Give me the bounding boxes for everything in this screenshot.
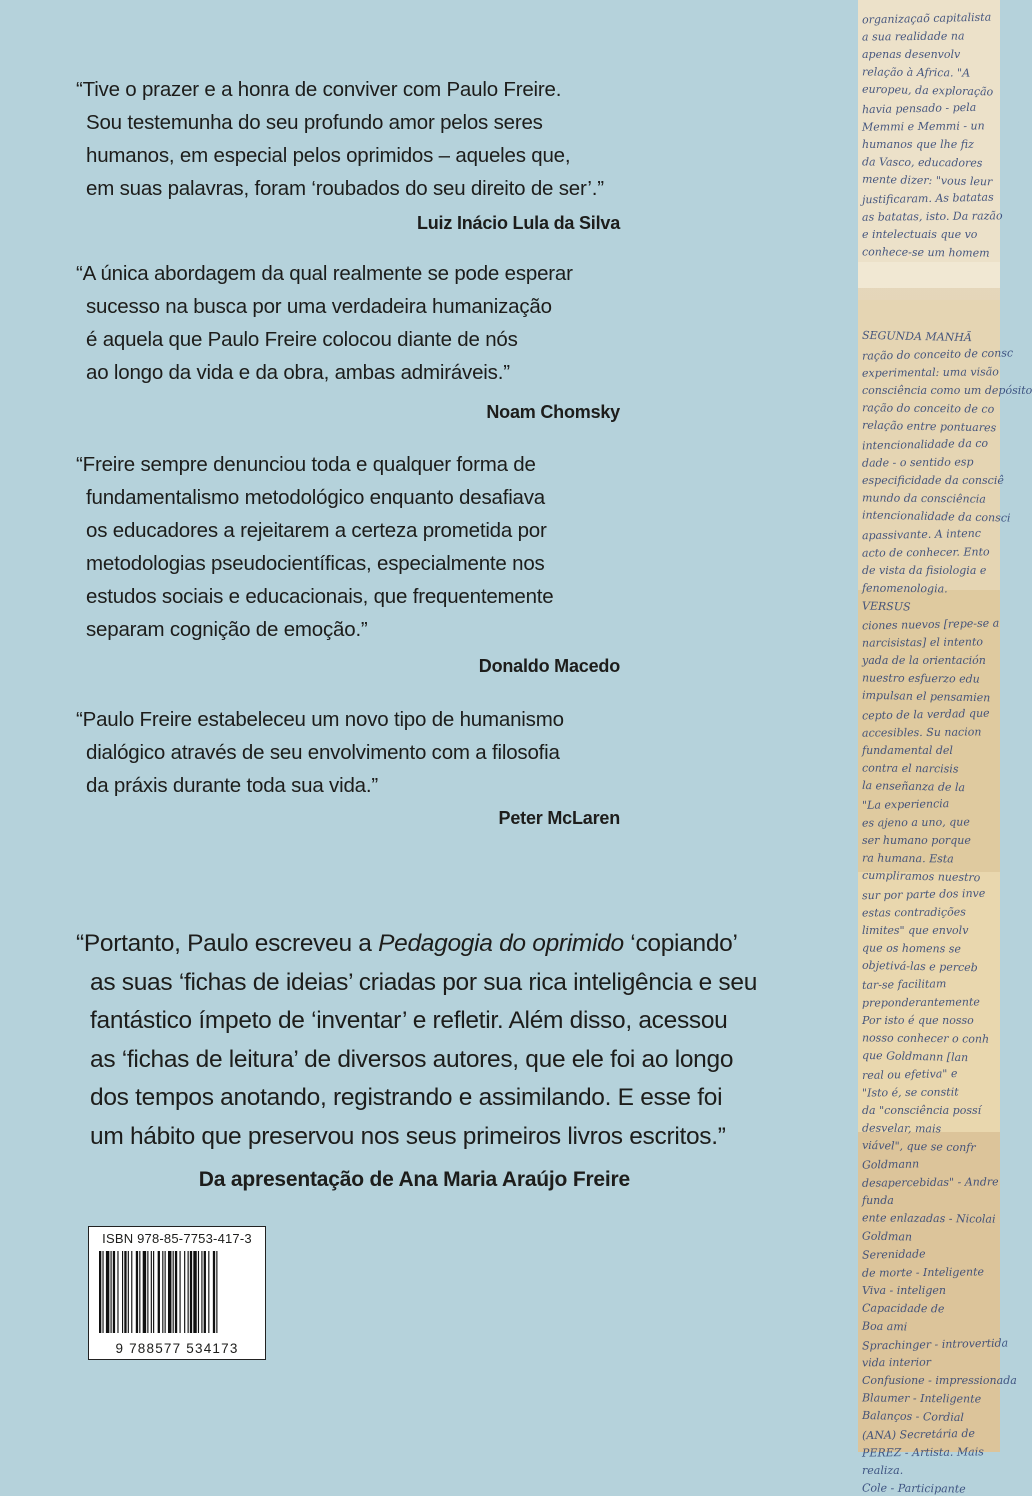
handwritten-line: acto de conhecer. Ento <box>861 545 990 560</box>
main-quote-line: um hábito que preservou nos seus primeiros livros escritos.” <box>90 1122 726 1150</box>
handwritten-line: yada de la orientación <box>862 654 986 667</box>
handwritten-line: ser humano porque <box>862 834 971 847</box>
quote-line: é aquela que Paulo Freire colocou diante de nós <box>86 328 518 351</box>
quote-line: os educadores a rejeitarem a certeza prometida por <box>86 519 547 542</box>
handwritten-line: impulsan el pensamien <box>861 688 991 705</box>
handwritten-line: contra el narcisis <box>861 761 959 776</box>
handwritten-line: narcisistas] el intento <box>861 635 984 650</box>
quote-line: estudos sociais e educacionais, que frequentemente <box>86 585 554 608</box>
manuscript-image-strip <box>858 0 1032 1496</box>
handwritten-line: (ANA) Secretária de <box>861 1426 976 1443</box>
handwritten-line: cumpliramos nuestro <box>861 868 981 885</box>
quote-line: humanos, em especial pelos oprimidos – aqueles que, <box>86 144 571 167</box>
handwritten-line: de vista da fisiologia e <box>862 564 987 577</box>
handwritten-line: objetivá-las e perceb <box>861 958 978 975</box>
handwritten-line: intencionalidade da consci <box>861 508 1011 525</box>
handwritten-line: Memmi e Memmi - un <box>861 119 985 134</box>
handwritten-line: Sprachinger - introvertida <box>861 1336 1009 1353</box>
handwritten-line: viável", que se confr <box>861 1138 976 1155</box>
handwritten-line: Balanços - Cordial <box>861 1408 964 1425</box>
handwritten-line: estas contradições <box>861 905 966 920</box>
quote-author: Luiz Inácio Lula da Silva <box>416 213 620 233</box>
handwritten-line: relação entre pontuares <box>861 418 997 435</box>
quote-line: “Paulo Freire estabeleceu um novo tipo de humanismo <box>76 708 564 731</box>
handwritten-line: especificidade da consciê <box>862 474 1004 487</box>
barcode-bar <box>122 1251 123 1333</box>
handwritten-line: fenomenologia. <box>861 581 948 596</box>
handwritten-line: funda <box>862 1194 894 1207</box>
barcode-digits: 9 788577 534173 <box>115 1341 239 1356</box>
barcode-bar <box>143 1251 146 1333</box>
quote-line: sucesso na busca por uma verdadeira humanização <box>86 295 552 318</box>
main-quote-line: as suas ‘fichas de ideias’ criadas por sua rica inteligência e seu <box>90 968 758 996</box>
handwritten-line: PEREZ - Artista. Mais <box>861 1445 984 1460</box>
barcode-bar <box>175 1251 177 1333</box>
barcode-bar <box>180 1251 181 1333</box>
barcode-bar <box>117 1251 118 1333</box>
main-quote-line: as ‘fichas de leitura’ de diversos autores, que ele foi ao longo <box>90 1045 734 1073</box>
quote-chomsky <box>76 257 636 389</box>
handwritten-line: Cole - Participante <box>861 1481 966 1496</box>
barcode-bar <box>162 1251 163 1333</box>
handwritten-line: Capacidade de <box>861 1301 945 1316</box>
handwritten-line: mundo da consciência <box>861 491 986 506</box>
barcode-bar <box>201 1251 202 1333</box>
handwritten-line: ração do conceito de consc <box>861 346 1014 363</box>
handwritten-line: que os homens se <box>861 941 962 956</box>
barcode-bar <box>99 1251 101 1333</box>
barcode-bar <box>111 1251 112 1333</box>
handwritten-line: "Isto é, se constit <box>861 1085 959 1100</box>
handwritten-line: Serenidade <box>861 1247 926 1262</box>
handwritten-line: Blaumer - Inteligente <box>861 1391 982 1406</box>
handwritten-line: da Vasco, educadores <box>861 155 983 170</box>
quote-line: Sou testemunha do seu profundo amor pelos seres <box>86 111 543 134</box>
quote-line: ao longo da vida e da obra, ambas admiráveis.” <box>86 361 510 384</box>
barcode-bar <box>188 1251 189 1333</box>
handwritten-line: la enseñanza de la <box>861 778 966 795</box>
handwritten-line: experimental: uma visão <box>861 365 999 380</box>
handwritten-line: sur por parte dos inve <box>861 886 986 903</box>
handwritten-line: Goldmann <box>861 1157 920 1172</box>
handwritten-line: as batatas, isto. Da razão <box>861 209 1003 224</box>
quote-line: em suas palavras, foram ‘roubados do seu direito de ser’.” <box>86 177 604 200</box>
barcode-bar <box>158 1251 160 1333</box>
barcode-bar <box>204 1251 206 1333</box>
handwritten-line: nuestro esfuerzo edu <box>861 671 980 686</box>
handwritten-line: da "consciência possí <box>862 1104 982 1117</box>
quote-line: metodologias pseudocientíficas, especialmente nos <box>86 552 545 575</box>
barcode-bar <box>165 1251 166 1333</box>
handwritten-line: havia pensado - pela <box>861 100 977 117</box>
barcode-bar <box>136 1251 138 1333</box>
handwritten-line: VERSUS <box>861 599 911 614</box>
handwritten-line: desvelar, mais <box>861 1121 942 1136</box>
barcode-bar <box>213 1251 215 1333</box>
handwritten-line: Por isto é que nosso <box>862 1014 974 1027</box>
handwritten-line: limites" que envolv <box>862 924 969 937</box>
barcode-bar <box>198 1251 199 1333</box>
handwritten-line: SEGUNDA MANHÃ <box>861 328 973 345</box>
barcode-bar <box>173 1251 174 1333</box>
quote-lula <box>76 73 636 205</box>
manuscript-sheet <box>858 262 1000 288</box>
barcode-bar <box>184 1251 185 1333</box>
handwritten-line: fundamental del <box>862 744 953 757</box>
quote-author: Noam Chomsky <box>486 402 620 422</box>
handwritten-line: vida interior <box>861 1355 932 1370</box>
quote-line: separam cognição de emoção.” <box>86 618 368 641</box>
quote-line: dialógico através de seu envolvimento com a filosofia <box>86 741 560 764</box>
book-title: Pedagogia do oprimido <box>378 930 624 957</box>
handwritten-line: mente dizer: "vous leur <box>861 172 993 189</box>
handwritten-line: tar-se facilitam <box>861 977 947 992</box>
barcode-bar <box>147 1251 148 1333</box>
handwritten-line: intencionalidade da co <box>861 436 989 453</box>
handwritten-line: Confusione - impressionada <box>862 1374 1017 1387</box>
quote-macedo <box>76 448 636 646</box>
handwritten-line: Viva - inteligen <box>862 1284 946 1297</box>
barcode-bar <box>193 1251 196 1333</box>
main-quote-line: fantástico ímpeto de ‘inventar’ e refletir. Além disso, acessou <box>90 1007 728 1034</box>
handwritten-line: nosso conhecer o conh <box>861 1031 990 1046</box>
handwritten-line: ente enlazadas - Nicolai <box>861 1211 996 1226</box>
handwritten-line: ra humana. Esta <box>861 851 954 866</box>
quote-line: “Freire sempre denunciou toda e qualquer forma de <box>76 453 536 476</box>
barcode-bar <box>208 1251 209 1333</box>
handwritten-line: consciência como um depósito <box>862 384 1032 397</box>
handwritten-line: ração do conceito de co <box>861 401 995 416</box>
quote-mclaren <box>76 703 636 802</box>
handwritten-line: Boa ami <box>861 1319 908 1334</box>
handwritten-line: relação à Africa. "A <box>861 65 971 80</box>
main-quote-line: dos tempos anotando, registrando e assimilando. E esse foi <box>90 1084 723 1111</box>
handwritten-line: es ajeno a uno, que <box>861 815 970 830</box>
isbn-barcode <box>88 1226 266 1360</box>
barcode-bar <box>168 1251 171 1333</box>
handwritten-line: ciones nuevos [repe-se a <box>861 616 1000 633</box>
handwritten-line: apassivante. A intenc <box>861 526 982 543</box>
barcode-bar <box>153 1251 154 1333</box>
isbn-label: ISBN 978-85-7753-417-3 <box>102 1231 252 1246</box>
barcode-bar <box>139 1251 140 1333</box>
barcode-bars <box>99 1251 255 1333</box>
handwritten-line: desapercebidas" - Andre <box>861 1175 999 1190</box>
handwritten-line: justificaram. As batatas <box>861 190 994 207</box>
handwritten-line: Goldman <box>861 1229 913 1244</box>
quote-author: Peter McLaren <box>498 808 620 828</box>
handwritten-line: "La experiencia <box>861 797 950 812</box>
handwritten-line: dade - o sentido esp <box>861 455 974 470</box>
barcode-bar <box>124 1251 126 1333</box>
barcode-bar <box>151 1251 152 1333</box>
barcode-bar <box>190 1251 192 1333</box>
handwritten-line: europeu, da exploração <box>861 82 994 99</box>
main-quote <box>76 925 796 1156</box>
handwritten-line: accesibles. Su nacion <box>861 725 982 740</box>
barcode-bar <box>106 1251 109 1333</box>
quote-author: Donaldo Macedo <box>478 656 620 676</box>
handwritten-line: e intelectuais que vo <box>862 228 978 241</box>
barcode-bar <box>102 1251 103 1333</box>
main-quote-attribution: Da apresentação de Ana Maria Araújo Freire <box>198 1168 630 1191</box>
quote-line: “Tive o prazer e a honra de conviver com Paulo Freire. <box>76 78 562 101</box>
handwritten-line: humanos que lhe fiz <box>862 138 974 151</box>
handwritten-line: organizaçaõ capitalista <box>861 10 992 27</box>
handwritten-line: apenas desenvolv <box>862 48 961 61</box>
quote-line: fundamentalismo metodológico enquanto desafiava <box>86 486 545 509</box>
main-quote-line <box>76 925 796 964</box>
handwritten-line: realiza. <box>862 1464 904 1477</box>
quote-text: “Portanto, Paulo escreveu a <box>76 930 379 957</box>
handwritten-line: conhece-se um homem <box>861 245 990 260</box>
handwritten-line: real ou efetiva" e <box>861 1067 958 1082</box>
handwritten-line: cepto de la verdad que <box>861 706 990 723</box>
barcode-bar <box>216 1251 217 1333</box>
quote-line: da práxis durante toda sua vida.” <box>86 774 378 797</box>
handwritten-line: que Goldmann [lan <box>861 1048 969 1065</box>
barcode-bar <box>113 1251 115 1333</box>
quote-line: “A única abordagem da qual realmente se pode esperar <box>76 262 573 285</box>
barcode-bar <box>131 1251 132 1333</box>
quote-text: ‘copiando’ <box>623 930 738 957</box>
handwritten-line: preponderantemente <box>861 995 980 1010</box>
barcode-bar <box>128 1251 129 1333</box>
handwritten-line: de morte - Inteligente <box>861 1265 985 1280</box>
handwritten-line: a sua realidade na <box>861 29 965 44</box>
